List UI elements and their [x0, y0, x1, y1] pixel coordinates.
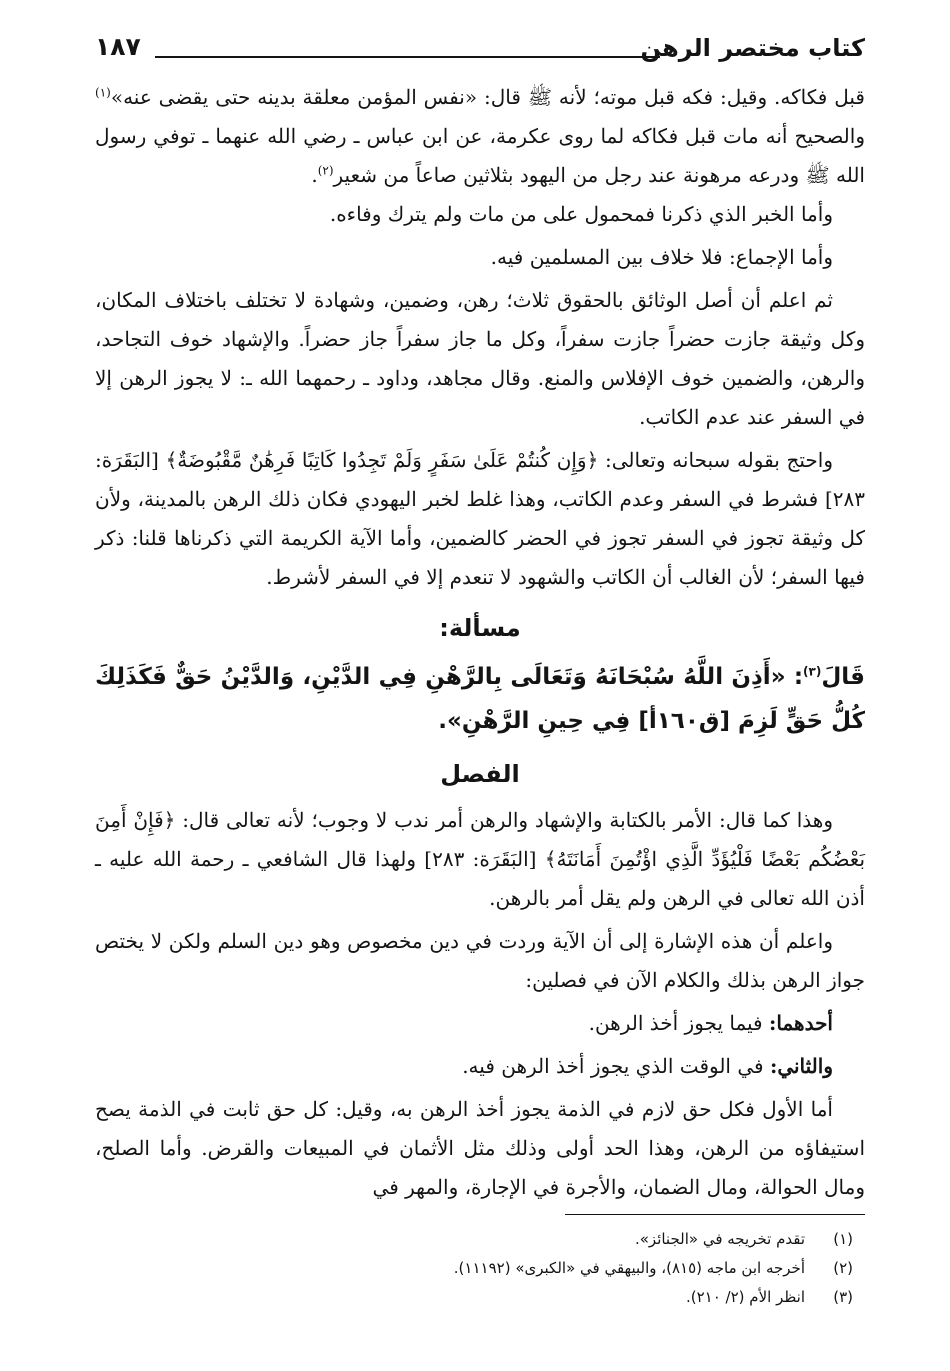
paragraph	[95, 1004, 865, 1043]
quran-verse: ﴿فَإِنْ أَمِنَ بَعْضُكُم بَعْضًا فَلْيُؤَدِّ الَّذِي اؤْتُمِنَ أَمَانَتَهُ﴾	[95, 808, 866, 871]
footnote-ref: (٣)	[803, 664, 822, 679]
paragraph: واعلم أن هذه الإشارة إلى أن الآية وردت في دين مخصوص وهو دين السلم ولكن لا يختص جواز الرهن بذلك والكلام الآن في فصلين:	[95, 929, 865, 992]
paragraph-text: واحتج بقوله سبحانه وتعالى:	[598, 448, 834, 472]
paragraph: وأما الإجماع: فلا خلاف بين المسلمين فيه.	[490, 245, 833, 269]
masala-qala: قَالَ	[821, 664, 865, 690]
footnote	[95, 1225, 865, 1254]
page	[95, 28, 865, 1211]
footnote-ref: (٢)	[317, 163, 334, 178]
masala-heading: مسألة:	[439, 614, 521, 642]
footnote-number: (٣)	[833, 1288, 853, 1306]
page-header	[95, 28, 865, 74]
paragraph	[95, 1047, 865, 1086]
masala-text	[95, 655, 865, 743]
paragraph: وأما الخبر الذي ذكرنا فمحمول على من مات ولم يترك وفاءه.	[329, 202, 833, 226]
footnote	[95, 1254, 865, 1283]
footnote-number: (٢)	[833, 1259, 853, 1277]
footnote-number: (١)	[833, 1230, 853, 1248]
paragraph	[95, 801, 865, 918]
footnote	[95, 1283, 865, 1312]
paragraph: ثم اعلم أن أصل الوثائق بالحقوق ثلاث؛ رهن، وضمين، وشهادة لا تختلف باختلاف المكان، وكل وثيقة جازت حضراً جازت سفراً، وكل ما جاز سفراً جاز حضراً. والإشهاد خوف التجاحد، والرهن، والضمين خوف الإفلاس والمنع. وقال مجاهد، وداود ـ رحمهما الله ـ: لا يجوز الرهن إلا في السفر عند عدم الكاتب.	[95, 288, 865, 429]
running-title: كتاب مختصر الرهن	[640, 34, 865, 62]
paragraph-text: [البَقَرَة: ٢٨٣] ولهذا قال الشافعي ـ رحمة الله عليه ـ أذن الله تعالى في الرهن ولم يقل أمر بالرهن.	[95, 847, 865, 910]
quran-verse: ﴿وَإِن كُنتُمْ عَلَىٰ سَفَرٍ وَلَمْ تَجِدُوا كَاتِبًا فَرِهَٰنٌ مَّقْبُوضَةٌ﴾	[165, 448, 599, 472]
footnote-ref: (١)	[95, 85, 111, 100]
paragraph-text: [البَقَرَة: ٢٨٣] فشرط في السفر وعدم الكاتب، وهذا غلط لخبر اليهودي فكان ذلك الرهن بالمدينة، ولأن كل وثيقة تجوز في السفر تجوز في الحضر كالضمين، وأما الآية الكريمة التي ذكرناها قلنا: ذكر فيها السفر؛ لأن الغالب أن الكاتب والشهود لا تنعدم إلا في السفر لأشرط.	[95, 448, 865, 589]
fasl-heading: الفصل	[440, 760, 520, 788]
paragraph-text: وهذا كما قال: الأمر بالكتابة والإشهاد والرهن أمر ندب لا وجوب؛ لأنه تعالى قال:	[175, 808, 833, 832]
paragraph	[95, 441, 865, 597]
footnote-text: تقدم تخريجه في «الجنائز».	[634, 1230, 805, 1248]
footnote-text: أخرجه ابن ماجه (٨١٥)، والبيهقي في «الكبرى» (١١١٩٢).	[453, 1259, 805, 1277]
page-number: ١٨٧	[95, 32, 141, 61]
paragraph-text: .	[311, 163, 318, 187]
body-text	[95, 78, 865, 1207]
footnote-rule	[565, 1214, 865, 1215]
paragraph-text: والصحيح أنه مات قبل فكاكه لما روى عكرمة، عن ابن عباس ـ رضي الله عنهما ـ توفي رسول الله ﷺ ودرعه مرهونة عند رجل من اليهود بثلاثين صاعاً من شعير	[95, 124, 865, 187]
item-label: أحدهما:	[768, 1011, 833, 1035]
footnote-text: انظر الأم (٢/ ٢١٠).	[685, 1288, 805, 1306]
header-rule	[155, 56, 660, 58]
item-label: والثاني:	[769, 1054, 833, 1078]
paragraph	[95, 78, 865, 195]
paragraph-text: فيما يجوز أخذ الرهن.	[588, 1011, 769, 1035]
footnotes	[95, 1214, 865, 1312]
paragraph: أما الأول فكل حق لازم في الذمة يجوز أخذ الرهن به، وقيل: كل حق ثابت في الذمة يصح استيفاؤه من الرهن، وهذا الحد أولى وذلك مثل الأثمان في المبيعات والقرض. وأما الصلح، ومال الحوالة، ومال الضمان، والأجرة في الإجارة، والمهر في	[95, 1097, 866, 1199]
paragraph-text: في الوقت الذي يجوز أخذ الرهن فيه.	[462, 1054, 770, 1078]
paragraph-text: قبل فكاكه. وقيل: فكه قبل موته؛ لأنه ﷺ قال: «نفس المؤمن معلقة بدينه حتى يقضى عنه»	[110, 85, 865, 109]
masala-quote: : «أَذِنَ اللَّهُ سُبْحَانَهُ وَتَعَالَى بِالرَّهْنِ فِي الدَّيْنِ، وَالدَّيْنُ حَقٌّ فَكَذَلِكَ كُلُّ حَقٍّ لَزِمَ [ق١٦٠أ] فِي حِينِ الرَّهْنِ».	[95, 664, 865, 734]
